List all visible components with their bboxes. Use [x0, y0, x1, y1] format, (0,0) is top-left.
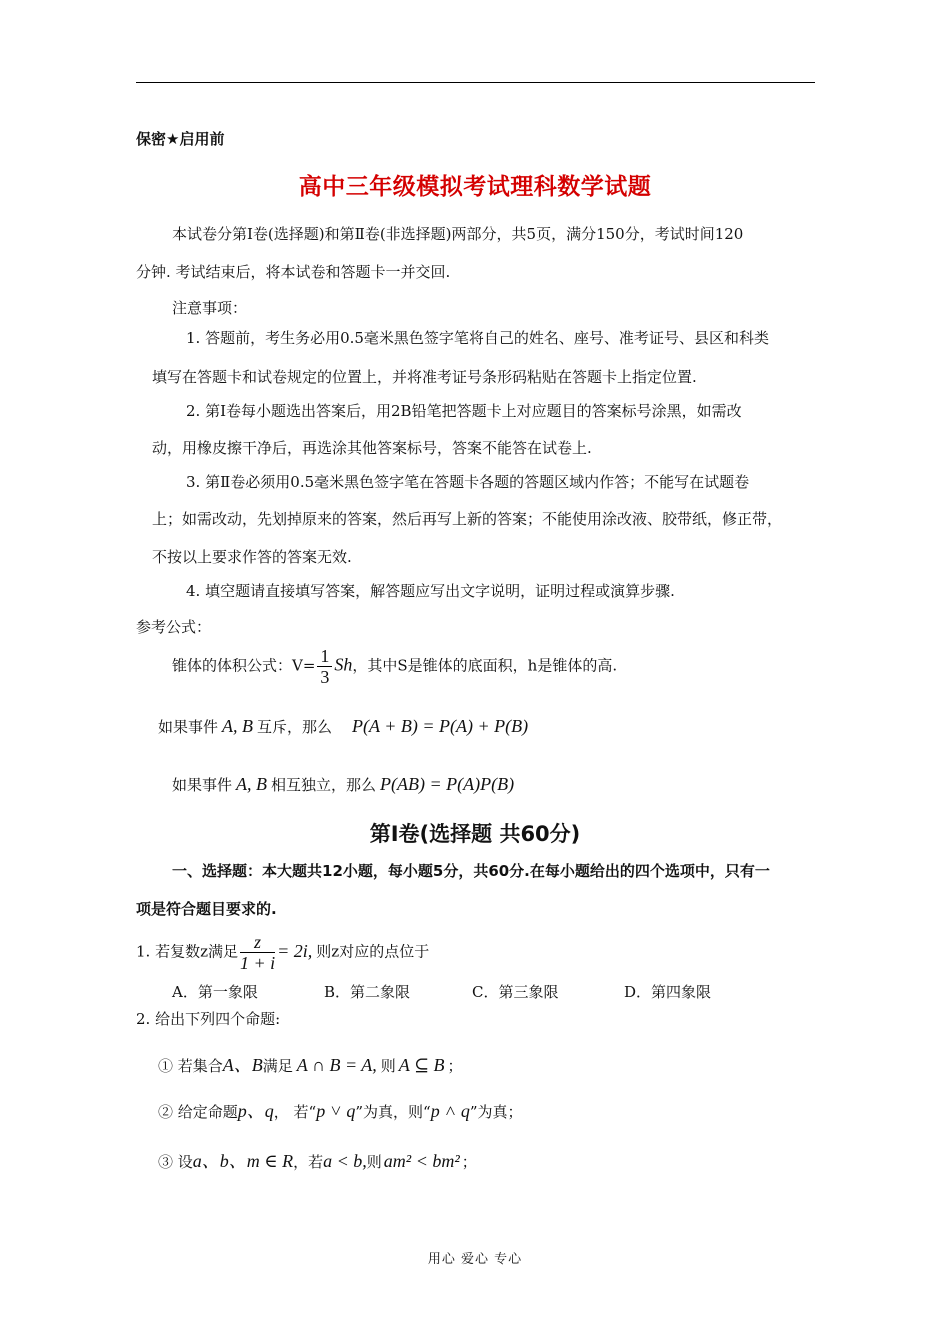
section-title: 第Ⅰ卷(选择题 共60分) [369, 822, 581, 846]
note-3b: 上；如需改动，先划掉原来的答案，然后再写上新的答案；不能使用涂改液、胶带纸，修正带， [152, 510, 783, 528]
intro-line-2: 分钟. 考试结束后，将本试卷和答题卡一并交回. [136, 263, 451, 281]
q1-option-d: D．第四象限 [624, 983, 712, 1001]
page-title: 高中三年级模拟考试理科数学试题 [298, 174, 652, 200]
note-2a: 2. 第Ⅰ卷每小题选出答案后，用2B铅笔把答题卡上对应题目的答案标号涂黑，如需改 [186, 402, 742, 420]
page-footer: 用心 爱心 专心 [427, 1252, 523, 1267]
note-2b: 动，用橡皮擦干净后，再选涂其他答案标号，答案不能答在试卷上. [152, 439, 592, 457]
q1-option-a: A．第一象限 [172, 983, 258, 1001]
note-3c: 不按以上要求作答的答案无效. [152, 548, 352, 566]
note-4: 4. 填空题请直接填写答案，解答题应写出文字说明，证明过程或演算步骤. [186, 582, 675, 600]
cone-suffix: ，其中S是锥体的底面积，h是锥体的高. [352, 656, 618, 675]
cone-var: Sh [334, 654, 353, 675]
sum-probability: P(A + B) = P(A) + P(B) [352, 716, 529, 736]
note-3a: 3. 第Ⅱ卷必须用0.5毫米黑色签字笔在答题卡各题的答题区域内作答；不能写在试题卷 [186, 473, 750, 491]
formulas-heading: 参考公式： [136, 618, 212, 636]
q1-fraction: $\frac{z}{1 + i}$ [239, 932, 276, 973]
question-2-stem: 2. 给出下列四个命题: [136, 1010, 281, 1028]
intro-line-1: 本试卷分第Ⅰ卷(选择题)和第Ⅱ卷(非选择题)两部分，共5页，满分150分，考试时间120 [172, 225, 744, 243]
proposition-3: ③ 设a、b、m ∈ R，若a < b,则 am² < bm² ； [158, 1151, 477, 1171]
q1-suffix: 则z对应的点位于 [316, 942, 430, 961]
one-third-fraction: $\frac{1}{3}$ [317, 646, 332, 687]
q1-option-b: B．第二象限 [324, 983, 411, 1001]
product-probability: P(AB) = P(A)P(B) [380, 774, 515, 794]
note-1a: 1. 答题前，考生务必用0.5毫米黑色签字笔将自己的姓名、座号、准考证号、县区和科类 [186, 329, 769, 347]
cone-volume-formula [172, 646, 617, 687]
exclusive-events-formula: 如果事件 A, B 互斥，那么 P(A + B) = P(A) + P(B) [158, 716, 529, 736]
note-1b: 填写在答题卡和试卷规定的位置上，并将准考证号条形码粘贴在答题卡上指定位置. [152, 368, 697, 386]
q1-option-c: C．第三象限 [472, 983, 559, 1001]
independent-events-formula: 如果事件 A, B 相互独立，那么 P(AB) = P(A)P(B) [172, 774, 515, 794]
cone-prefix: 锥体的体积公式：V= [172, 656, 316, 675]
question-1 [136, 932, 429, 973]
q1-rhs: = 2i, [277, 940, 313, 961]
proposition-1: ① 若集合A、B满足 A ∩ B = A, 则 A ⊆ B ； [158, 1055, 463, 1075]
classified-label: 保密★启用前 [136, 130, 225, 148]
header-rule [136, 82, 815, 83]
proposition-2: ② 给定命题p、q， 若“p ˅ q”为真，则“p ˄ q”为真； [158, 1101, 523, 1121]
notes-heading: 注意事项： [172, 299, 248, 317]
section-instructions-1: 一、选择题：本大题共12小题，每小题5分，共60分.在每小题给出的四个选项中，只有一 [172, 862, 770, 880]
section-instructions-2: 项是符合题目要求的. [136, 900, 277, 918]
q1-prefix: 1. 若复数z满足 [136, 942, 238, 961]
